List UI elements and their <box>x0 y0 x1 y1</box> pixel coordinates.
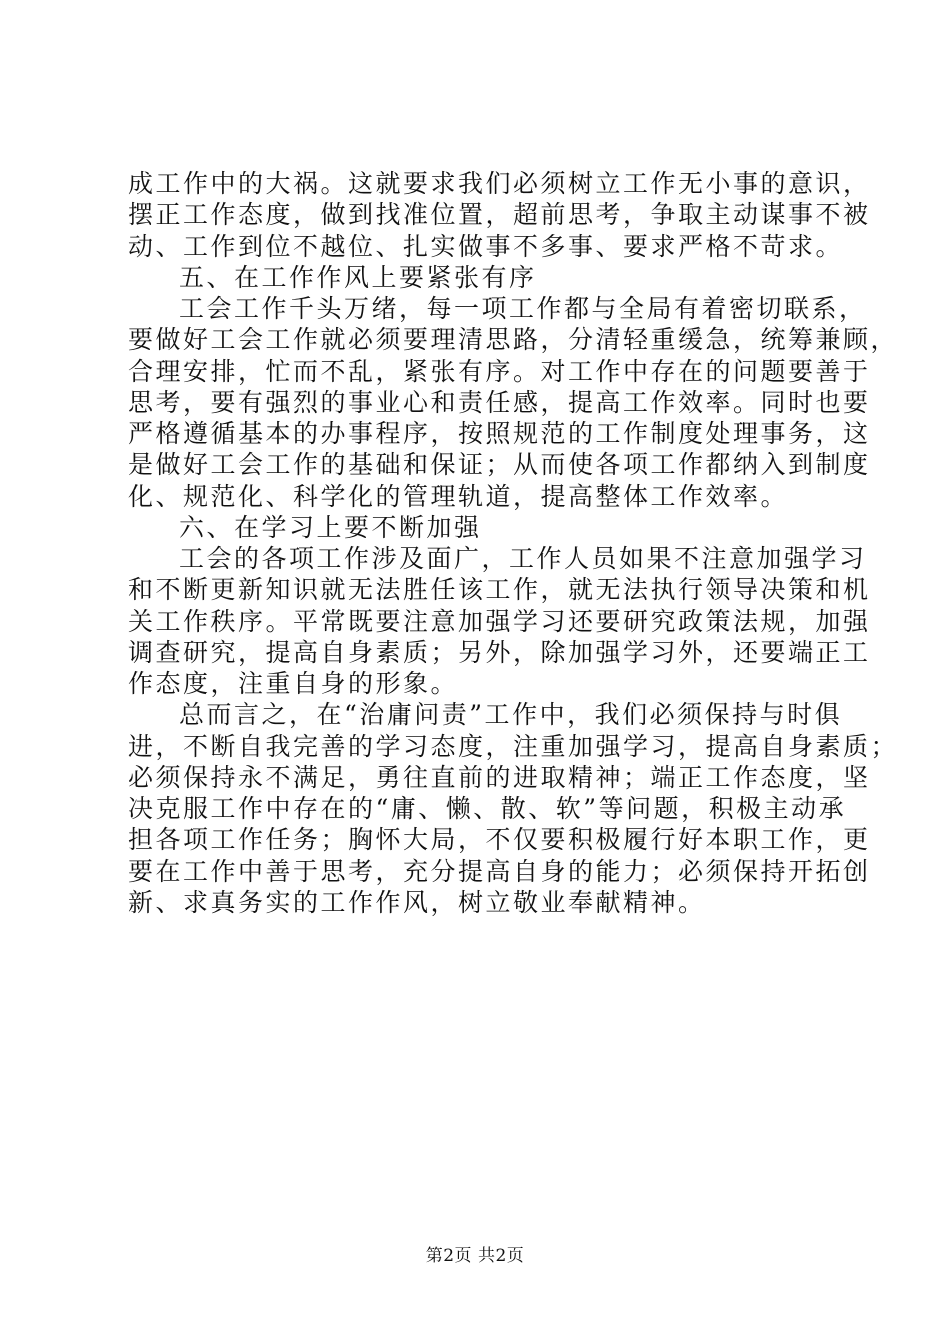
text-line: 化、规范化、科学化的管理轨道，提高整体工作效率。 <box>128 481 789 511</box>
section-heading-six: 六、在学习上要不断加强 <box>179 512 482 542</box>
text-line: 合理安排，忙而不乱，紧张有序。对工作中存在的问题要善于 <box>128 356 871 386</box>
text-line: 摆正工作态度，做到找准位置，超前思考，争取主动谋事不被 <box>128 200 871 230</box>
text-line: 要做好工会工作就必须要理清思路，分清轻重缓急，统筹兼顾， <box>128 325 899 355</box>
text-line: 工会的各项工作涉及面广，工作人员如果不注意加强学习 <box>179 544 867 573</box>
text-line: 进，不断自我完善的学习态度，注重加强学习，提高自身素质； <box>128 731 899 761</box>
section-heading-five: 五、在工作作风上要紧张有序 <box>179 262 537 292</box>
text-line: 是做好工会工作的基础和保证；从而使各项工作都纳入到制度 <box>128 450 871 480</box>
text-line: 要在工作中善于思考，充分提高自身的能力；必须保持开拓创 <box>128 856 871 886</box>
text-line: 调查研究，提高自身素质；另外，除加强学习外，还要端正工 <box>128 637 871 667</box>
document-body <box>128 168 899 918</box>
text-line: 决克服工作中存在的“庸、懒、散、软”等问题，积极主动承 <box>128 794 847 823</box>
text-line: 必须保持永不满足，勇往直前的进取精神；端正工作态度，坚 <box>128 762 871 792</box>
text-line: 思考，要有强烈的事业心和责任感，提高工作效率。同时也要 <box>128 387 871 417</box>
text-line: 新、求真务实的工作作风，树立敬业奉献精神。 <box>128 887 706 917</box>
text-line: 关工作秩序。平常既要注意加强学习还要研究政策法规，加强 <box>128 606 871 636</box>
text-line: 总而言之，在“治庸问责”工作中，我们必须保持与时俱 <box>179 700 843 730</box>
text-line: 动、工作到位不越位、扎实做事不多事、要求严格不苛求。 <box>128 231 844 261</box>
text-line: 和不断更新知识就无法胜任该工作，就无法执行领导决策和机 <box>128 575 871 605</box>
text-line: 作态度，注重自身的形象。 <box>128 669 459 698</box>
text-line: 成工作中的大祸。这就要求我们必须树立工作无小事的意识， <box>128 169 871 198</box>
text-line: 工会工作千头万绪，每一项工作都与全局有着密切联系， <box>179 294 867 323</box>
page-number-footer: 第2页 共2页 <box>425 1246 525 1266</box>
text-line: 担各项工作任务；胸怀大局，不仅要积极履行好本职工作，更 <box>128 825 871 855</box>
text-line: 严格遵循基本的办事程序，按照规范的工作制度处理事务，这 <box>128 419 871 448</box>
